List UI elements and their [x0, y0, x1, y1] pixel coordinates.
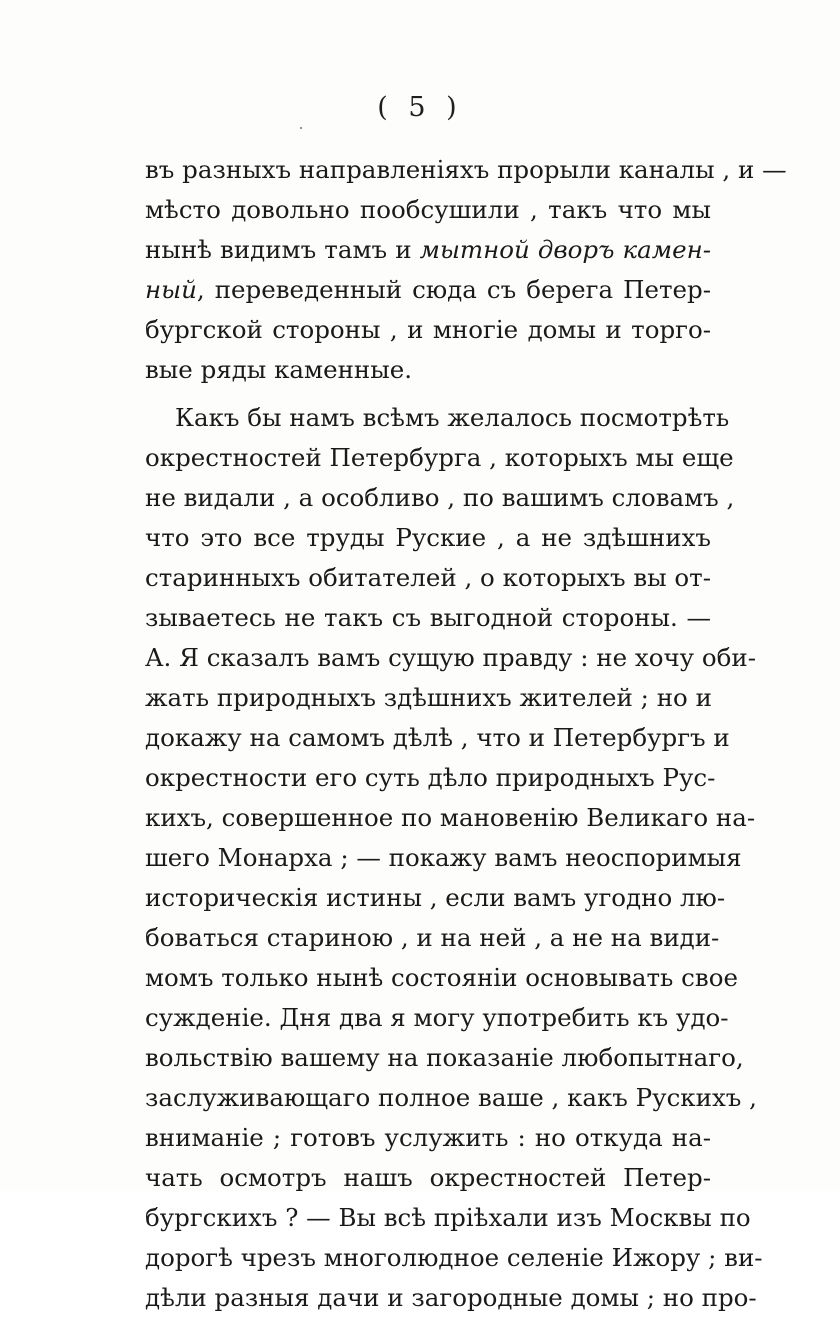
text-line: окрестностей Петербурга , которыхъ мы еще: [145, 443, 734, 472]
italic-phrase: мытной дворъ камен-: [419, 235, 711, 264]
text-line: кихъ, совершенное по мановенію Великаго на-: [145, 803, 756, 832]
text-line: сужденіе. Дня два я могу употребить къ удо-: [145, 1003, 729, 1032]
text-line: боваться стариною , и на ней , а не на види-: [145, 923, 720, 952]
text-line: момъ только нынѣ состояніи основывать свое: [145, 963, 738, 992]
text-line: бургскихъ ? — Вы всѣ пріѣхали изъ Москвы по: [145, 1203, 751, 1232]
text-line: историческія истины , если вамъ угодно лю-: [145, 883, 726, 912]
text-line: вниманіе ; готовъ услужить : но откуда на-: [145, 1123, 711, 1152]
text-line: не видали , а особливо , по вашимъ словамъ ,: [145, 483, 735, 512]
text-line: [145, 270, 711, 310]
text-line: вые ряды каменные.: [145, 355, 413, 384]
text-line: Какъ бы намъ всѣмъ желалось посмотрѣть: [175, 403, 730, 432]
text-line: мѣсто довольно пообсушили , такъ что мы: [145, 195, 711, 224]
text-line: что это все труды Руские , а не здѣшнихъ: [145, 523, 711, 552]
italic-phrase: ный: [145, 275, 197, 304]
text-line: старинныхъ обитателей , о которыхъ вы от-: [145, 563, 711, 592]
page-number: ( 5 ): [377, 92, 463, 123]
text-line: заслуживающаго полное ваше , какъ Рускихъ ,: [145, 1083, 757, 1112]
text-line: докажу на самомъ дѣлѣ , что и Петербургъ и: [145, 723, 730, 752]
text-line: жать природныхъ здѣшнихъ жителей ; но и: [145, 683, 712, 712]
text-line: въ разныхъ направленіяхъ прорыли каналы , и —: [145, 155, 787, 184]
text-line: бургской стороны , и многіе домы и торго-: [145, 315, 711, 344]
text-fragment: нынѣ видимъ тамъ и: [145, 235, 420, 264]
text-line: дорогѣ чрезъ многолюдное селеніе Ижору ; ви-: [145, 1243, 763, 1272]
text-line: [145, 230, 711, 270]
body-text: [145, 150, 787, 1318]
text-line: дѣли разныя дачи и загородные домы ; но про-: [145, 1283, 757, 1312]
ink-speck: [300, 127, 302, 129]
text-line: шего Монарха ; — покажу вамъ неоспоримыя: [145, 843, 742, 872]
text-fragment: , переведенный сюда съ берега Петер-: [196, 275, 711, 304]
text-line: окрестности его суть дѣло природныхъ Рус-: [145, 763, 716, 792]
text-line: вольствію вашему на показаніе любопытнаго,: [145, 1043, 744, 1072]
paragraph-gap: [145, 390, 711, 398]
text-line: чать осмотръ нашъ окрестностей Петер-: [145, 1163, 711, 1192]
text-line: зываетесь не такъ съ выгодной стороны. —: [145, 603, 711, 632]
text-line: А. Я сказалъ вамъ сущую правду : не хочу оби-: [145, 643, 756, 672]
